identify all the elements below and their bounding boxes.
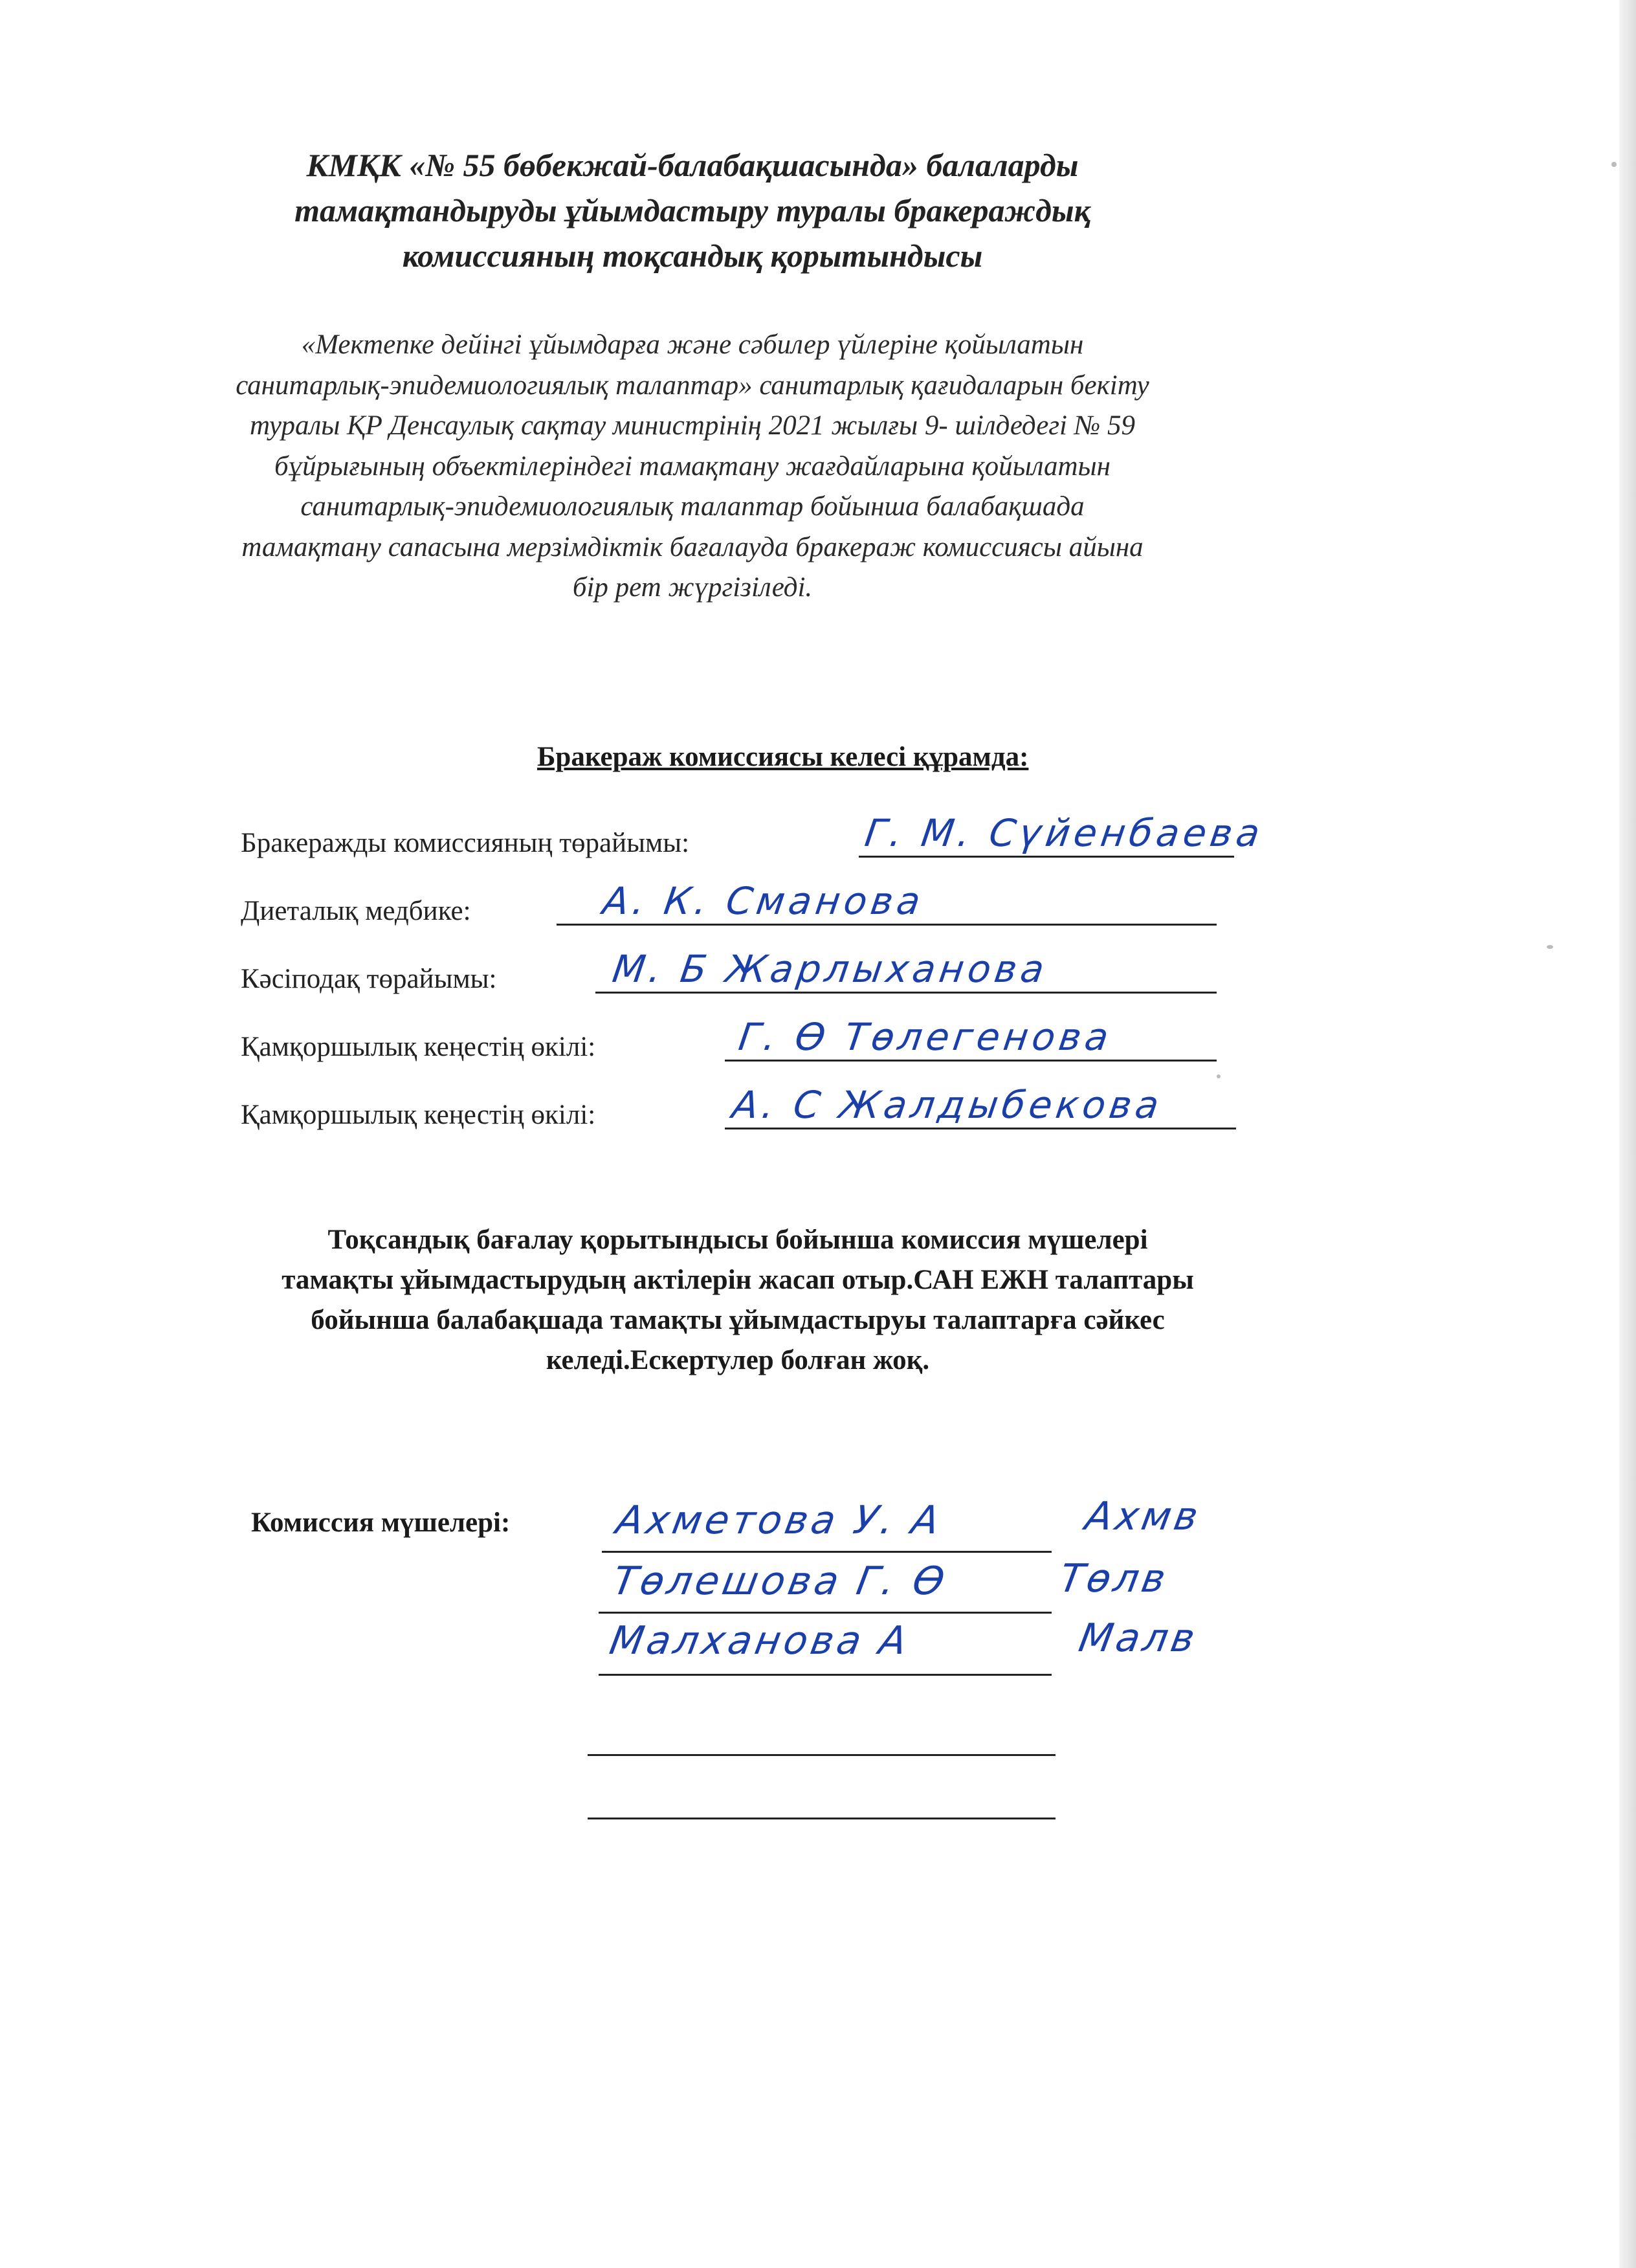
scan-speck [1547,945,1553,949]
intro-line: санитарлық-эпидемиологиялық талаптар бойынша балабақшада [300,491,1085,522]
member-signature: Ахметова У. А [612,1498,946,1543]
role-row-chair [241,803,1276,871]
member-line [599,1674,1052,1676]
signature: Г. М. Сүйенбаева [862,811,1266,855]
conclusion-line: бойынша балабақшада тамақты ұйымдастыруы талаптарға сәйкес [311,1305,1165,1335]
conclusion-paragraph [227,1220,1249,1381]
scan-speck [1611,162,1617,167]
role-row-council-1 [241,1006,1276,1074]
composition-list [241,803,1276,1142]
conclusion-line: Тоқсандық бағалау қорытындысы бойынша комиссия мүшелері [327,1225,1148,1255]
signature: А. К. Сманова [600,879,927,923]
role-row-council-2 [241,1074,1276,1142]
scan-page-edge [1619,0,1636,2268]
document-title [246,142,1139,278]
member-signature: Төлешова Г. Ө [609,1559,951,1604]
member-line [599,1612,1052,1614]
member-line [602,1551,1052,1553]
conclusion-line: келеді.Ескертулер болған жоқ. [546,1345,930,1375]
member-signature: Малханова А [606,1618,914,1663]
intro-line: санитарлық-эпидемиологиялық талаптар» санитарлық қағидаларын бекіту [236,370,1149,401]
intro-line: бір рет жүргізіледі. [572,572,813,603]
composition-heading: Бракераж комиссиясы келесі құрамда: [537,742,1029,772]
title-line: тамақтандыруды ұйымдастыру туралы бракераждық [294,192,1090,228]
signature: Г. Ө Төлегенова [736,1015,1116,1059]
member-mark: Малв [1075,1616,1202,1661]
role-label: Бракеражды комиссияның төрайымы: [241,828,690,858]
member-line [588,1818,1056,1819]
signature-line [557,924,1217,926]
intro-line: бұйрығының объектілеріндегі тамақтану жағдайларына қойылатын [274,450,1111,482]
intro-line: «Мектепке дейінгі ұйымдарға және сәбилер үйлеріне қойылатын [301,329,1084,360]
members-section [251,1489,1287,1877]
scan-speck [1217,1074,1221,1078]
role-label: Кәсіподақ төрайымы: [241,964,497,994]
signature-line [595,992,1217,994]
role-label: Қамқоршылық кеңестің өкілі: [241,1032,596,1062]
signature: М. Б Жарлыханова [610,947,1051,991]
signature-line [859,856,1234,858]
members-label: Комиссия мүшелері: [251,1507,511,1538]
title-line: комиссияның тоқсандық қорытындысы [402,238,983,274]
signature-line [725,1128,1236,1129]
role-row-nurse [241,871,1276,939]
role-row-union [241,939,1276,1006]
title-line: КМҚК «№ 55 бөбекжай-балабақшасында» балаларды [306,147,1079,183]
role-label: Диеталық медбике: [241,896,471,926]
member-line [588,1754,1056,1756]
role-label: Қамқоршылық кеңестің өкілі: [241,1100,596,1130]
member-mark: Ахмв [1081,1494,1205,1539]
intro-paragraph [233,325,1152,608]
signature: А. С Жалдыбекова [729,1083,1166,1127]
conclusion-line: тамақты ұйымдастырудың актілерін жасап отыр.САН ЕЖН талаптары [282,1265,1194,1295]
intro-line: тамақтану сапасына мерзімдіктік бағалауда бракераж комиссиясы айына [241,531,1144,562]
intro-line: туралы ҚР Денсаулық сақтау министрінің 2021 жылғы 9- шілдедегі № 59 [249,410,1136,441]
signature-line [725,1060,1217,1062]
member-mark: Төлв [1056,1556,1173,1601]
